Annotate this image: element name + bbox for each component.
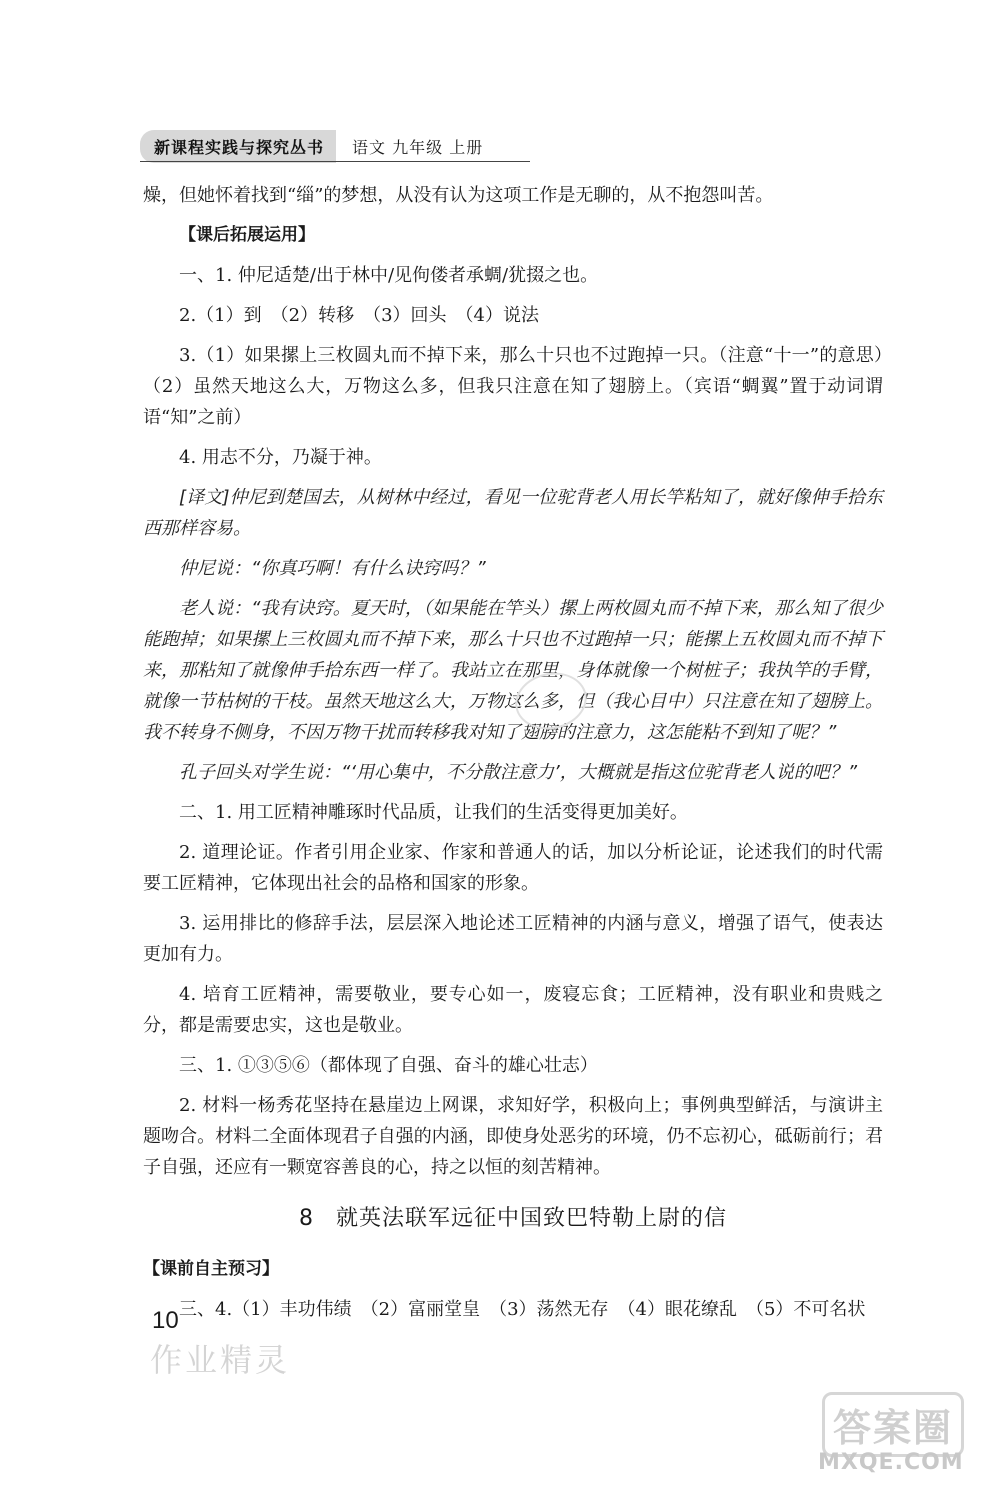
section-heading: 【课后拓展运用】 [179,225,315,245]
paragraph: 二、1. 用工匠精神雕琢时代品质，让我们的生活变得更加美好。 [179,802,688,823]
chapter-number: 8 [298,1206,314,1231]
paragraph: 2. 材料一杨秀花坚持在悬崖边上网课，求知好学，积极向上；事例典型鲜活，与演讲主题吻合。材料二全面体现君子自强的内涵，即使身处恶劣的环境，仍不忘初心，砥砺前行；君子自强，还应有一颗宽容善良的心，持之以恒的刻苦精神。 [143,1095,883,1178]
page-body [143,180,901,1334]
header-rule [140,161,530,162]
translation-paragraph [143,482,883,544]
paragraph: 3. 运用排比的修辞手法，层层深入地论述工匠精神的内涵与意义，增强了语气，使表达更加有力。 [143,913,883,965]
paragraph: 一、1. 仲尼适楚/出于林中/见佝偻者承蜩/犹掇之也。 [179,265,599,286]
paragraph: 3.（1）如果摞上三枚圆丸而不掉下来，那么十只也不过跑掉一只。（注意“十一”的意思） （2）虽然天地这么大，万物这么多，但我只注意在知了翅膀上。（宾语“蜩翼”置于动词谓语“知”之前） [143,345,901,428]
paragraph: 孔子回头对学生说：“‘用心集中，不分散注意力’，大概就是指这位驼背老人说的吧？” [179,762,858,783]
section-heading: 【课前自主预习】 [143,1259,279,1279]
watermark-logo: 答案圈 [822,1392,964,1457]
watermark-text: 作业精灵 [150,1341,291,1379]
chapter-title-text: 就英法联军远征中国致巴特勒上尉的信 [335,1206,727,1231]
chapter-title [143,1201,883,1232]
paragraph: 仲尼说：“你真巧啊！有什么诀窍吗？” [179,558,486,579]
translation-text: 仲尼到楚国去，从树林中经过，看见一位驼背老人用长竿粘知了，就好像伸手拾东西那样容易。 [143,487,884,539]
paragraph: 老人说：“我有诀窍。夏天时，（如果能在竿头）摞上两枚圆丸而不掉下来，那么知了很少能跑掉；如果摞上三枚圆丸而不掉下来，那么十只也不过跑掉一只；能摞上五枚圆丸而不掉下来，那粘知了就像伸手拾东西一样了。我站立在那里，身体就像一个树桩子；我执竿的手臂，就像一节枯树的干枝。虽然天地这么大，万物这么多，但（我心目中）只注意在知了翅膀上。我不转身不侧身，不因万物干扰而转移我对知了翅膀的注意力，这怎能粘不到知了呢？” [143,598,883,743]
running-header [140,130,483,163]
paragraph: 4. 用志不分，乃凝于神。 [179,447,382,468]
translation-label: [译文] [179,487,230,508]
book-info: 语文 九年级 上册 [352,138,484,157]
paragraph: 燥，但她怀着找到“缁”的梦想，从没有认为这项工作是无聊的，从不抱怨叫苦。 [143,185,774,206]
paragraph: 4. 培育工匠精神，需要敬业，要专心如一，废寝忘食；工匠精神，没有职业和贵贱之分，都是需要忠实，这也是敬业。 [143,984,883,1036]
page-number: 10 [152,1307,179,1334]
paragraph: 三、1. ①③⑤⑥（都体现了自强、奋斗的雄心壮志） [179,1055,598,1076]
paragraph: 2.（1）到 （2）转移 （3）回头 （4）说法 [179,305,539,326]
paragraph: 2. 道理论证。作者引用企业家、作家和普通人的话，加以分析论证，论述我们的时代需要工匠精神，它体现出社会的品格和国家的形象。 [143,842,883,894]
paragraph: 三、4.（1）丰功伟绩 （2）富丽堂皇 （3）荡然无存 （4）眼花缭乱 （5）不可名状 [179,1299,866,1320]
watermark-site: MXQE.COM [818,1450,964,1475]
series-title: 新课程实践与探究丛书 [140,130,336,163]
